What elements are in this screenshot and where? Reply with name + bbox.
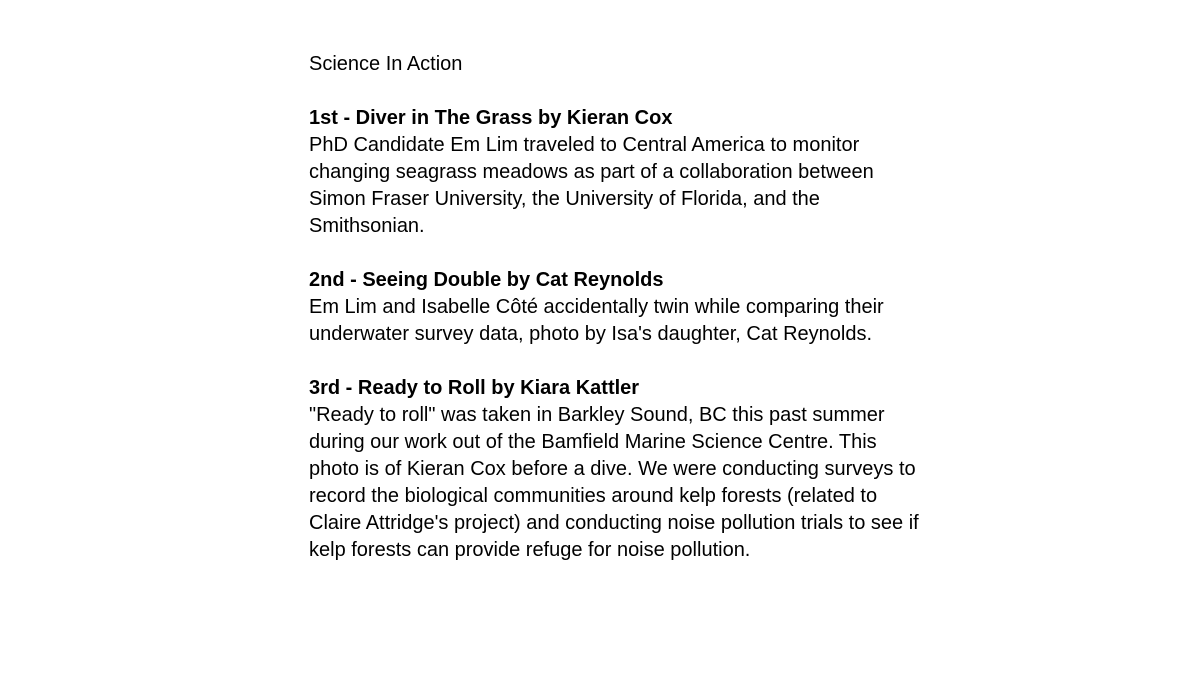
entry-description: PhD Candidate Em Lim traveled to Central America to monitor changing seagrass meadows as part of a collaboration between Simon Fraser University, the University of Florida, and the Smithsonian.	[309, 134, 874, 237]
entry-second-place	[309, 267, 929, 348]
entry-description: "Ready to roll" was taken in Barkley Sound, BC this past summer during our work out of the Bamfield Marine Science Centre. This photo is of Kieran Cox before a dive. We were conducting surveys to record the biological communities around kelp forests (related to Claire Attridge's project) and conducting noise pollution trials to see if kelp forests can provide refuge for noise pollution.	[309, 404, 919, 561]
entry-first-place	[309, 105, 929, 240]
document-page	[309, 51, 929, 591]
entry-title: 2nd - Seeing Double by Cat Reynolds	[309, 269, 664, 291]
page-title: Science In Action	[309, 53, 463, 75]
entry-title: 1st - Diver in The Grass by Kieran Cox	[309, 107, 673, 129]
entry-third-place	[309, 375, 929, 564]
entry-title: 3rd - Ready to Roll by Kiara Kattler	[309, 377, 640, 399]
entry-description: Em Lim and Isabelle Côté accidentally twin while comparing their underwater survey data, photo by Isa's daughter, Cat Reynolds.	[309, 296, 884, 345]
